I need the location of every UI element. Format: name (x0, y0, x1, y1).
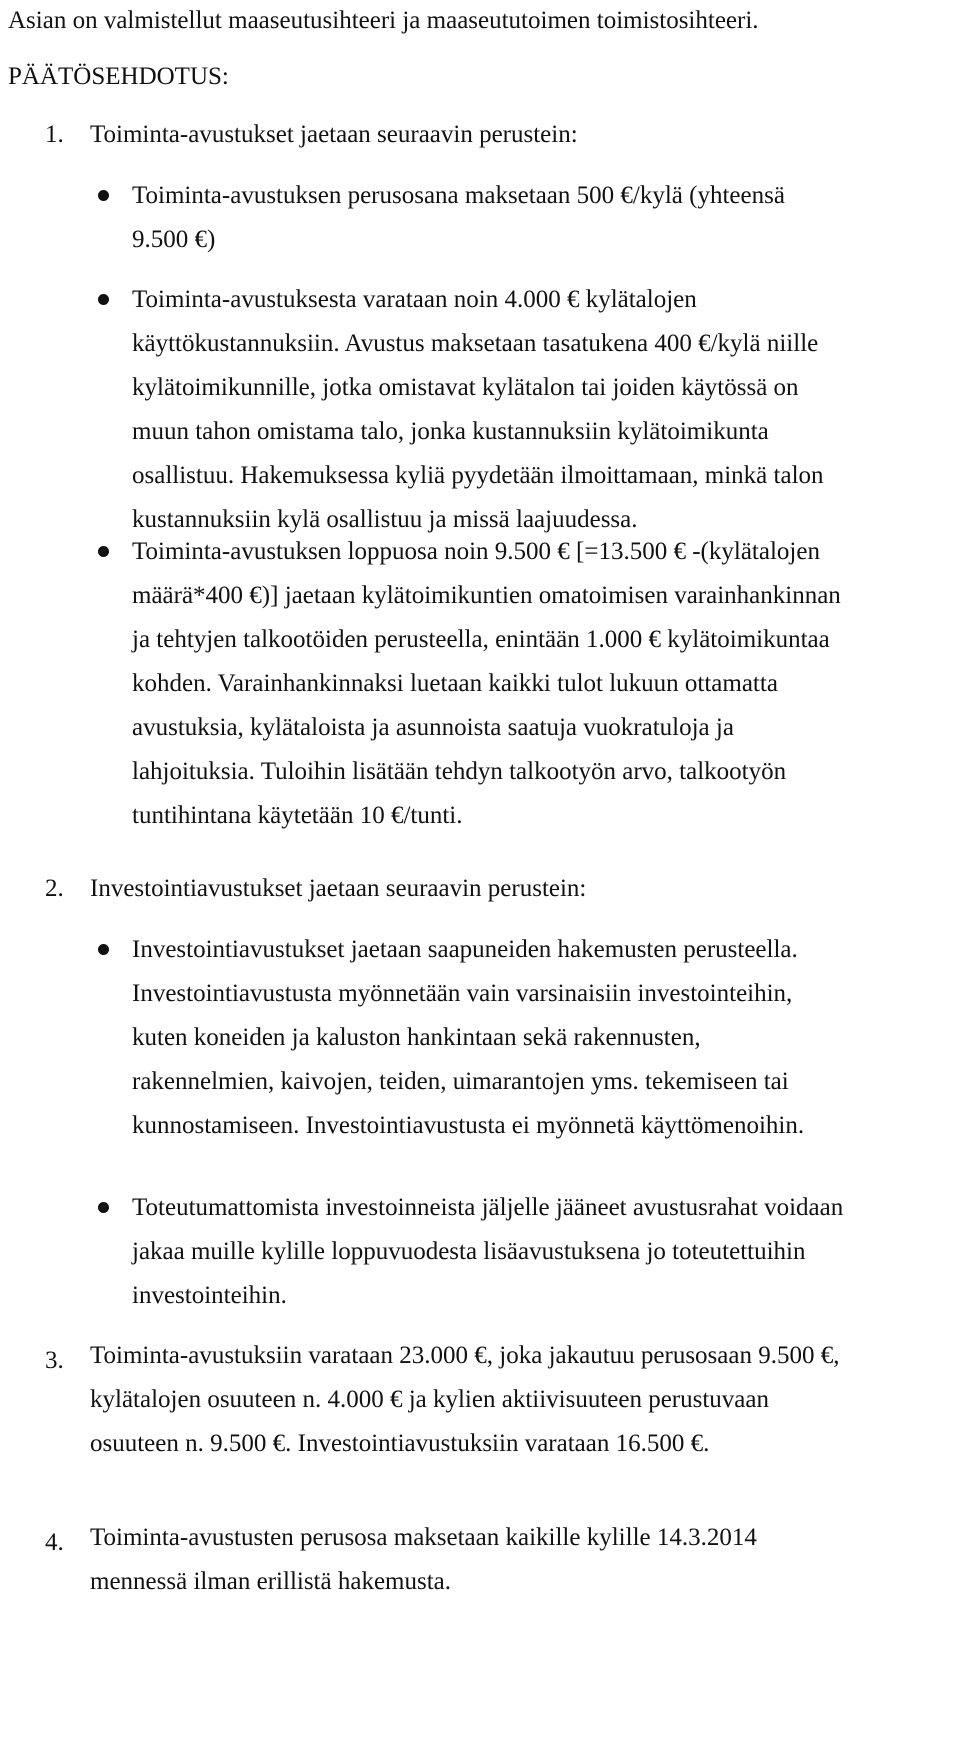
bullet-icon (98, 190, 109, 201)
bullet-text: Toiminta-avustuksesta varataan noin 4.000 € kylätalojen käyttökustannuksiin. Avustus maksetaan tasatukena 400 €/kylä niille kylätoimikunnille, jotka omistavat kylätalon tai joiden käytössä on muun tahon omistama talo, jonka kustannuksiin kylätoimikunta osallistuu. Hakemuksessa kyliä pyydetään ilmoittamaan, minkä talon kustannuksiin kylä osallistuu ja missä laajuudessa. (132, 286, 824, 533)
item-number: 3. (45, 1347, 64, 1374)
item-text: Investointiavustukset jaetaan seuraavin perustein: (90, 875, 587, 902)
bullet-text: Investointiavustukset jaetaan saapuneiden hakemusten perusteella. Investointiavustusta myönnetään vain varsinaisiin investointeihin, kuten koneiden ja kaluston hankintaan sekä rakennusten, rakennelmien, kaivojen, teiden, uimarantojen yms. tekemiseen tai kunnostamiseen. Investointiavustusta ei myönnetä käyttömenoihin. (132, 936, 805, 1139)
intro-text: Asian on valmistellut maaseutusihteeri ja maaseututoimen toimistosihteeri. (8, 7, 759, 34)
item-text: Toiminta-avustuksiin varataan 23.000 €, joka jakautuu perusosaan 9.500 €, kylätalojen osuuteen n. 4.000 € ja kylien aktiivisuuteen perustuvaan osuuteen n. 9.500 €. Investointiavustuksiin varataan 16.500 €. (90, 1342, 840, 1457)
bullet-text: Toiminta-avustuksen loppuosa noin 9.500 € [=13.500 € -(kylätalojen määrä*400 €)] jaetaan kylätoimikuntien omatoimisen varainhankinnan ja tehtyjen talkootöiden perusteella, enintään 1.000 € kylätoimikuntaa kohden. Varainhankinnaksi luetaan kaikki tulot lukuun ottamatta avustuksia, kylätaloista ja asunnoista saatuja vuokratuloja ja lahjoituksia. Tuloihin lisätään tehdyn talkootyön arvo, talkootyön tuntihintana käytetään 10 €/tunti. (132, 538, 841, 829)
bullet-icon (98, 294, 109, 305)
bullet-icon (98, 546, 109, 557)
item-text: Toiminta-avustukset jaetaan seuraavin perustein: (90, 121, 578, 148)
proposal-heading: PÄÄTÖSEHDOTUS: (8, 63, 229, 90)
item-text: Toiminta-avustusten perusosa maksetaan kaikille kylille 14.3.2014 mennessä ilman erillistä hakemusta. (90, 1524, 757, 1595)
bullet-icon (98, 944, 109, 955)
bullet-text: Toteutumattomista investoinneista jäljelle jääneet avustusrahat voidaan jakaa muille kylille loppuvuodesta lisäavustuksena jo toteutettuihin investointeihin. (132, 1194, 844, 1309)
item-number: 4. (45, 1529, 64, 1556)
item-number: 1. (45, 121, 64, 148)
bullet-text: Toiminta-avustuksen perusosana maksetaan 500 €/kylä (yhteensä 9.500 €) (132, 182, 785, 253)
item-number: 2. (45, 875, 64, 902)
bullet-icon (98, 1202, 109, 1213)
